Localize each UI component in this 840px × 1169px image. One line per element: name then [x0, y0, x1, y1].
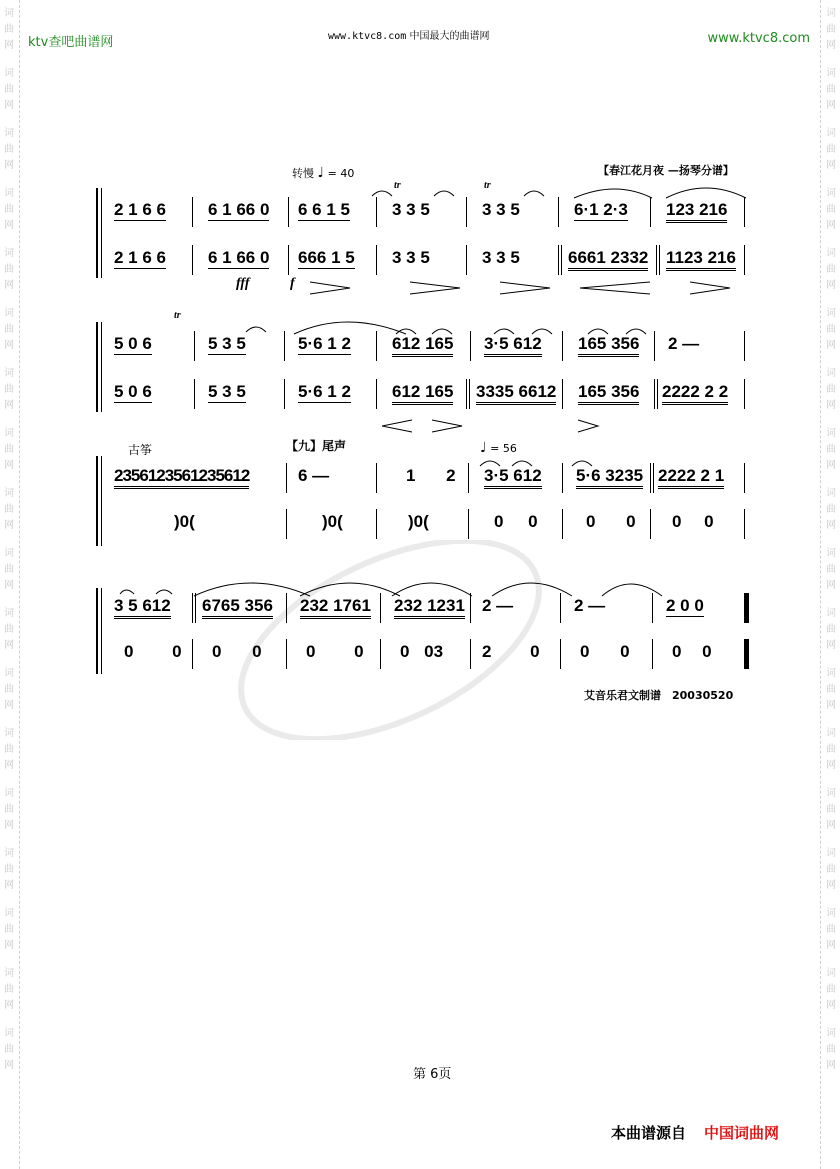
measure: 3 3 5 [482, 248, 520, 267]
margin-glyph: 词 [826, 668, 836, 679]
margin-glyph: 网 [4, 100, 14, 111]
margin-glyph: 曲 [4, 864, 14, 875]
margin-glyph: 词 [4, 968, 14, 979]
margin-glyph: 词 [4, 728, 14, 739]
margin-glyph: 网 [4, 520, 14, 531]
margin-glyph: 网 [826, 220, 836, 231]
margin-glyph: 网 [4, 400, 14, 411]
measure: 6 6 1 5 [298, 200, 350, 219]
measure: 6 1 66 0 [208, 248, 270, 267]
measure: 165 356 [578, 382, 639, 405]
measure: 1123 216 [666, 248, 736, 271]
margin-glyph: 词 [4, 308, 14, 319]
measure: 6 1 66 0 [208, 200, 270, 219]
margin-glyph: 曲 [826, 84, 836, 95]
measure: 232 1761 [300, 596, 371, 619]
staff-upper [110, 200, 752, 226]
margin-glyph: 词 [826, 728, 836, 739]
header-center [328, 27, 489, 42]
trill-mark: tr [484, 180, 491, 191]
margin-glyph: 网 [4, 880, 14, 891]
instrument-label: 古筝 [128, 443, 153, 457]
tempo-marking-1 [292, 165, 354, 181]
header-center-text: 中国最大的曲谱网 [409, 31, 490, 42]
measure: 0 0 [580, 642, 630, 661]
margin-glyph: 词 [826, 368, 836, 379]
margin-glyph: 词 [4, 668, 14, 679]
measure: 232 1231 [394, 596, 465, 619]
measure: 3·5 612 [484, 334, 542, 357]
left-margin-line [19, 0, 20, 1169]
margin-glyph: 网 [4, 580, 14, 591]
measure: 0 0 [494, 512, 538, 531]
margin-glyph: 曲 [826, 984, 836, 995]
score-system-3 [96, 456, 752, 546]
measure: 0 0 [124, 642, 182, 661]
tempo-label: 转慢 [292, 167, 314, 180]
score-system-2 [96, 310, 752, 412]
trill-mark: tr [174, 310, 181, 321]
quarter-note-icon: ♩ [317, 165, 325, 181]
margin-glyph: 曲 [826, 384, 836, 395]
slur-marks [236, 314, 776, 338]
margin-glyph: 曲 [826, 624, 836, 635]
margin-glyph: 词 [4, 608, 14, 619]
margin-glyph: 曲 [4, 564, 14, 575]
measure: 5 0 6 [114, 334, 152, 353]
margin-glyph: 网 [4, 760, 14, 771]
measure: 2222 2 2 [662, 382, 728, 405]
margin-glyph: 曲 [4, 924, 14, 935]
footer-source-text: 本曲谱源自 [611, 1124, 687, 1142]
margin-glyph: 词 [826, 548, 836, 559]
margin-glyph: 曲 [826, 204, 836, 215]
measure: 2222 2 1 [658, 466, 724, 489]
margin-glyph: 网 [826, 1000, 836, 1011]
margin-glyph: 曲 [4, 1044, 14, 1055]
margin-glyph: 曲 [826, 1044, 836, 1055]
margin-glyph: 网 [826, 280, 836, 291]
margin-glyph: 词 [826, 968, 836, 979]
margin-glyph: 词 [826, 188, 836, 199]
measure: )0( [408, 512, 429, 531]
measure: 1 2 [406, 466, 456, 485]
measure: 123 216 [666, 200, 727, 223]
hairpin-marks [382, 418, 602, 434]
right-margin-line [820, 0, 821, 1169]
margin-glyph: 曲 [4, 384, 14, 395]
margin-glyph: 网 [826, 340, 836, 351]
margin-glyph: 网 [826, 940, 836, 951]
measure: 2 — [668, 334, 700, 353]
margin-glyph: 词 [4, 188, 14, 199]
measure: 2 0 0 [666, 596, 704, 615]
margin-glyph: 网 [4, 1000, 14, 1011]
dynamic-f: f [290, 276, 295, 291]
margin-glyph: 曲 [4, 444, 14, 455]
measure: 3335 6612 [476, 382, 556, 405]
margin-glyph: 网 [4, 40, 14, 51]
margin-glyph: 词 [4, 128, 14, 139]
measure: 6765 356 [202, 596, 273, 619]
margin-glyph: 网 [826, 160, 836, 171]
margin-glyph: 词 [826, 908, 836, 919]
staff-lower [110, 248, 752, 274]
margin-glyph: 网 [826, 460, 836, 471]
faint-watermark [220, 540, 560, 740]
margin-glyph: 曲 [4, 144, 14, 155]
margin-glyph: 曲 [826, 324, 836, 335]
margin-glyph: 网 [4, 820, 14, 831]
margin-glyph: 曲 [4, 744, 14, 755]
margin-glyph: 网 [826, 640, 836, 651]
margin-glyph: 曲 [4, 204, 14, 215]
header-right-link[interactable]: www.ktvc8.com [707, 31, 810, 46]
measure: 666 1 5 [298, 248, 355, 267]
margin-glyph: 曲 [826, 264, 836, 275]
margin-glyph: 词 [826, 248, 836, 259]
margin-glyph: 曲 [826, 684, 836, 695]
measure: 2 0 [482, 642, 540, 661]
margin-glyph: 曲 [826, 864, 836, 875]
measure: 165 356 [578, 334, 639, 357]
margin-glyph: 词 [826, 848, 836, 859]
measure: )0( [322, 512, 343, 531]
hairpin-marks [310, 280, 750, 296]
margin-glyph: 网 [4, 460, 14, 471]
measure: 5 3 5 [208, 334, 246, 353]
measure: 5·6 3235 [576, 466, 643, 489]
measure: 3 3 5 [392, 248, 430, 267]
measure: 6 — [298, 466, 330, 485]
measure: 2 — [574, 596, 606, 615]
margin-glyph: 网 [4, 160, 14, 171]
margin-glyph: 词 [826, 308, 836, 319]
measure: 3 5 612 [114, 596, 171, 619]
margin-glyph: 网 [826, 520, 836, 531]
margin-glyph: 曲 [4, 24, 14, 35]
credit-line: 艾音乐君文制谱 20030520 [584, 689, 734, 702]
measure: 2 — [482, 596, 514, 615]
footer-site-link[interactable]: 中国词曲网 [704, 1124, 780, 1142]
margin-glyph: 词 [826, 428, 836, 439]
tempo-value: = 56 [490, 442, 517, 455]
margin-glyph: 网 [826, 820, 836, 831]
measure: 2356123561235612 [114, 466, 249, 489]
margin-glyph: 曲 [4, 684, 14, 695]
margin-glyph: 曲 [4, 324, 14, 335]
left-margin-watermark [0, 0, 18, 1169]
margin-glyph: 词 [826, 788, 836, 799]
measure: 0 0 [586, 512, 636, 531]
margin-glyph: 网 [4, 640, 14, 651]
measure: 6661 2332 [568, 248, 648, 271]
margin-glyph: 词 [826, 608, 836, 619]
margin-glyph: 词 [826, 1028, 836, 1039]
margin-glyph: 词 [4, 548, 14, 559]
margin-glyph: 词 [4, 248, 14, 259]
margin-glyph: 网 [826, 880, 836, 891]
measure: 2 1 6 6 [114, 248, 166, 267]
footer-source [611, 1122, 779, 1143]
measure: 5 0 6 [114, 382, 152, 401]
margin-glyph: 曲 [826, 804, 836, 815]
measure: 0 0 [212, 642, 262, 661]
measure: 3 3 5 [482, 200, 520, 219]
header-center-url[interactable]: www.ktvc8.com [328, 31, 407, 42]
measure: 5·6 1 2 [298, 382, 351, 401]
measure: 3·5 612 [484, 466, 542, 489]
margin-glyph: 词 [4, 848, 14, 859]
margin-glyph: 网 [4, 940, 14, 951]
margin-glyph: 词 [826, 8, 836, 19]
margin-glyph: 曲 [4, 264, 14, 275]
margin-glyph: 词 [4, 428, 14, 439]
margin-glyph: 曲 [826, 144, 836, 155]
measure: 612 165 [392, 382, 453, 405]
margin-glyph: 曲 [4, 504, 14, 515]
right-margin-watermark [822, 0, 840, 1169]
measure: 0 0 [672, 642, 712, 661]
staff-lower [110, 512, 752, 538]
margin-glyph: 网 [826, 700, 836, 711]
margin-glyph: 曲 [826, 564, 836, 575]
margin-glyph: 网 [826, 100, 836, 111]
measure: 5 3 5 [208, 382, 246, 401]
tempo-value: = 40 [327, 167, 355, 180]
measure: 0 0 [672, 512, 714, 531]
margin-glyph: 曲 [4, 804, 14, 815]
margin-glyph: 网 [4, 700, 14, 711]
page-number: 第 6页 [413, 1067, 452, 1082]
margin-glyph: 网 [826, 1060, 836, 1071]
margin-glyph: 词 [826, 488, 836, 499]
slur-marks [476, 450, 676, 470]
margin-glyph: 网 [4, 220, 14, 231]
margin-glyph: 曲 [4, 624, 14, 635]
margin-glyph: 曲 [4, 84, 14, 95]
margin-glyph: 网 [4, 1060, 14, 1071]
measure: 6·1 2·3 [574, 200, 628, 219]
margin-glyph: 网 [826, 760, 836, 771]
margin-glyph: 网 [4, 280, 14, 291]
margin-glyph: 网 [826, 40, 836, 51]
margin-glyph: 网 [826, 400, 836, 411]
margin-glyph: 网 [826, 580, 836, 591]
margin-glyph: 词 [826, 128, 836, 139]
margin-glyph: 词 [4, 1028, 14, 1039]
measure: 0 03 [400, 642, 444, 661]
margin-glyph: 曲 [826, 504, 836, 515]
margin-glyph: 词 [4, 788, 14, 799]
measure: 2 1 6 6 [114, 200, 166, 219]
section-label: 【九】尾声 [286, 439, 347, 453]
margin-glyph: 词 [4, 68, 14, 79]
margin-glyph: 词 [4, 368, 14, 379]
margin-glyph: 词 [4, 8, 14, 19]
margin-glyph: 词 [4, 488, 14, 499]
margin-glyph: 曲 [826, 744, 836, 755]
measure: 5·6 1 2 [298, 334, 351, 353]
quarter-note-icon: ♩ [480, 440, 487, 456]
margin-glyph: 曲 [826, 24, 836, 35]
margin-glyph: 曲 [826, 444, 836, 455]
measure: 3 3 5 [392, 200, 430, 219]
margin-glyph: 网 [4, 340, 14, 351]
margin-glyph: 曲 [4, 984, 14, 995]
measure: )0( [174, 512, 195, 531]
margin-glyph: 曲 [826, 924, 836, 935]
header-left-link[interactable]: ktv查吧曲谱网 [28, 35, 114, 50]
trill-mark: tr [394, 180, 401, 191]
slur-marks [256, 182, 756, 202]
dynamic-fff: fff [236, 276, 250, 291]
staff-lower [110, 382, 752, 408]
score-system-1 [96, 180, 752, 291]
measure: 612 165 [392, 334, 453, 357]
margin-glyph: 词 [4, 908, 14, 919]
margin-glyph: 词 [826, 68, 836, 79]
piece-title: 【春江花月夜 —扬琴分谱】 [598, 164, 734, 177]
measure: 0 0 [306, 642, 364, 661]
